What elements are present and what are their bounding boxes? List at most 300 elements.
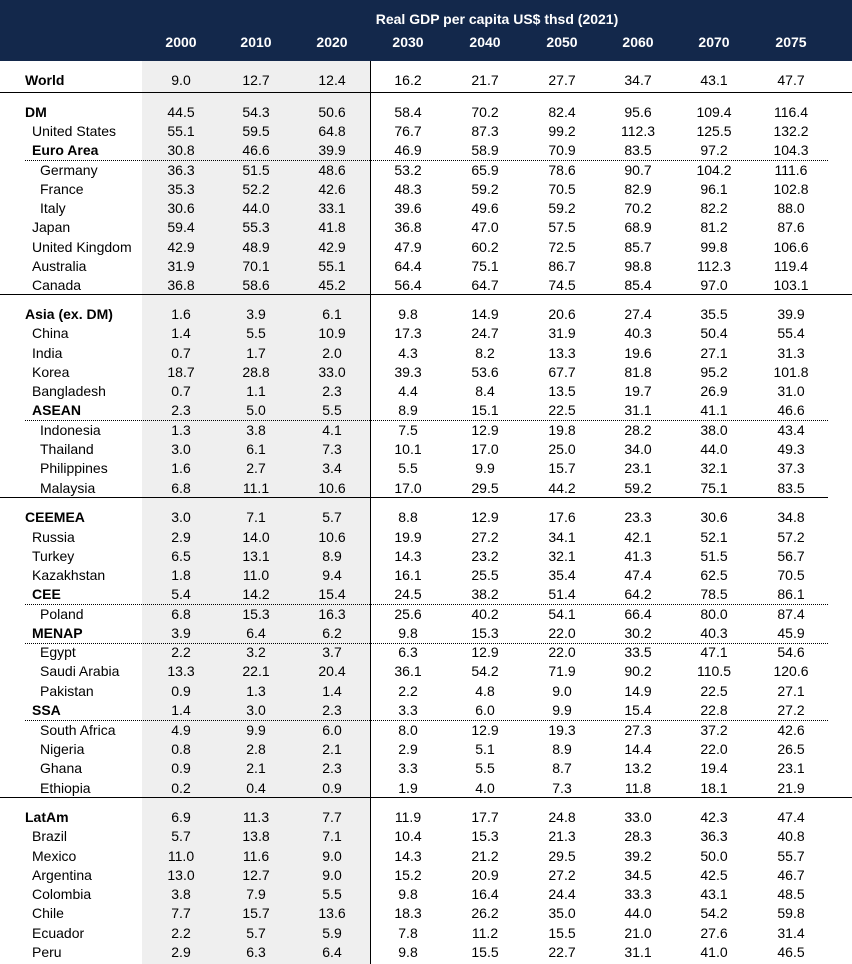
cell-value: 8.4 [475,383,495,399]
cell-value: 29.5 [471,480,499,496]
cell-value: 10.6 [318,529,346,545]
cell-value: 65.9 [471,162,499,178]
cell-value: 85.7 [624,239,652,255]
cell-value: 111.6 [774,162,808,178]
cell-value: 97.0 [700,277,728,293]
cell-value: 23.1 [777,760,805,776]
cell-value: 21.2 [471,848,499,864]
cell-value: 5.0 [246,402,266,418]
cell-value: 56.7 [777,548,805,564]
cell-value: 33.0 [624,809,652,825]
cell-value: 49.3 [777,441,805,457]
cell-value: 7.3 [552,780,572,796]
cell-value: 104.2 [696,162,732,178]
cell-value: 44.5 [167,104,195,120]
row-label: Poland [40,606,84,622]
cell-value: 87.4 [777,606,805,622]
cell-value: 66.4 [624,606,652,622]
cell-value: 3.0 [171,441,191,457]
cell-value: 99.2 [548,123,576,139]
cell-value: 14.2 [242,586,270,602]
cell-value: 2.9 [171,944,191,960]
cell-value: 12.7 [242,867,270,883]
cell-value: 15.2 [394,867,422,883]
cell-value: 50.4 [700,325,728,341]
cell-value: 75.1 [700,480,728,496]
cell-value: 14.3 [394,848,422,864]
table-row [0,238,852,257]
cell-value: 55.1 [318,258,346,274]
cell-value: 109.4 [696,104,732,120]
cell-value: 44.2 [548,480,576,496]
cell-value: 13.2 [624,760,652,776]
cell-value: 43.1 [700,72,728,88]
table-row [0,218,852,237]
row-label: Pakistan [40,683,94,699]
cell-value: 27.1 [777,683,805,699]
cell-value: 16.2 [394,72,422,88]
cell-value: 70.9 [548,142,576,158]
cell-value: 52.2 [242,181,270,197]
cell-value: 46.6 [242,142,270,158]
cell-value: 95.6 [624,104,652,120]
cell-value: 3.9 [246,306,266,322]
cell-value: 3.3 [398,760,418,776]
cell-value: 20.9 [471,867,499,883]
cell-value: 11.2 [471,925,499,941]
cell-value: 25.0 [548,441,576,457]
row-label: France [40,181,84,197]
cell-value: 72.5 [548,239,576,255]
cell-value: 47.9 [394,239,422,255]
cell-value: 29.5 [548,848,576,864]
cell-value: 49.6 [471,200,499,216]
cell-value: 13.6 [318,905,346,921]
cell-value: 78.6 [548,162,576,178]
cell-value: 37.3 [777,460,805,476]
row-label: Saudi Arabia [40,663,120,679]
cell-value: 9.9 [475,460,495,476]
cell-value: 104.3 [773,142,809,158]
cell-value: 41.1 [700,402,728,418]
table-row [0,401,852,420]
row-label: Kazakhstan [32,567,106,583]
cell-value: 47.1 [700,644,728,660]
cell-value: 67.7 [548,364,576,380]
table-row [0,71,852,90]
cell-value: 96.1 [700,181,728,197]
table-row [0,740,852,759]
cell-value: 8.9 [552,741,572,757]
cell-value: 14.9 [471,306,499,322]
section-divider [0,797,852,798]
cell-value: 11.9 [394,809,422,825]
table-row [0,847,852,866]
cell-value: 24.4 [548,886,576,902]
cell-value: 2.9 [398,741,418,757]
cell-value: 33.0 [318,364,346,380]
cell-value: 1.9 [398,780,418,796]
table-row [0,421,852,440]
cell-value: 1.7 [246,345,266,361]
cell-value: 19.7 [624,383,652,399]
year-header-2070: 2070 [698,34,730,50]
cell-value: 7.3 [322,441,342,457]
cell-value: 102.8 [773,181,809,197]
cell-value: 64.7 [471,277,499,293]
cell-value: 60.2 [471,239,499,255]
cell-value: 42.3 [700,809,728,825]
cell-value: 16.1 [394,567,422,583]
cell-value: 13.3 [548,345,576,361]
cell-value: 8.9 [398,402,418,418]
cell-value: 43.1 [700,886,728,902]
cell-value: 85.4 [624,277,652,293]
row-label: Indonesia [40,422,101,438]
cell-value: 53.6 [471,364,499,380]
cell-value: 0.9 [322,780,342,796]
cell-value: 9.0 [552,683,572,699]
row-label: Ecuador [32,925,85,941]
cell-value: 54.6 [777,644,805,660]
cell-value: 15.4 [624,702,652,718]
row-label: Bangladesh [32,383,106,399]
cell-value: 2.3 [171,402,191,418]
table-row [0,682,852,701]
cell-value: 40.3 [700,625,728,641]
cell-value: 44.0 [700,441,728,457]
cell-value: 62.5 [700,567,728,583]
cell-value: 34.8 [777,509,805,525]
cell-value: 48.5 [777,886,805,902]
cell-value: 8.0 [398,722,418,738]
table-row [0,701,852,720]
cell-value: 15.1 [471,402,499,418]
cell-value: 15.7 [242,905,270,921]
cell-value: 9.8 [398,625,418,641]
cell-value: 88.0 [777,200,805,216]
cell-value: 1.4 [171,325,191,341]
table-row [0,344,852,363]
cell-value: 18.3 [394,905,422,921]
cell-value: 5.4 [171,586,191,602]
table-row [0,943,852,962]
cell-value: 3.9 [171,625,191,641]
table-row [0,440,852,459]
cell-value: 103.1 [773,277,809,293]
cell-value: 0.7 [171,383,191,399]
cell-value: 0.2 [171,780,191,796]
table-row [0,808,852,827]
cell-value: 10.4 [394,828,422,844]
cell-value: 39.3 [394,364,422,380]
cell-value: 5.5 [246,325,266,341]
subgroup-divider [25,720,828,721]
cell-value: 31.9 [548,325,576,341]
cell-value: 7.5 [398,422,418,438]
row-label: World [25,72,65,88]
cell-value: 56.4 [394,277,422,293]
cell-value: 33.5 [624,644,652,660]
cell-value: 1.4 [171,702,191,718]
cell-value: 25.6 [394,606,422,622]
cell-value: 7.8 [398,925,418,941]
row-label: Ghana [40,760,83,776]
cell-value: 8.7 [552,760,572,776]
cell-value: 9.8 [398,944,418,960]
cell-value: 42.9 [167,239,195,255]
cell-value: 4.3 [398,345,418,361]
cell-value: 13.8 [242,828,270,844]
cell-value: 25.5 [471,567,499,583]
cell-value: 5.9 [322,925,342,941]
cell-value: 22.7 [548,944,576,960]
table-row [0,566,852,585]
cell-value: 3.7 [322,644,342,660]
cell-value: 0.8 [171,741,191,757]
row-label: Ethiopia [40,780,91,796]
cell-value: 3.4 [322,460,342,476]
cell-value: 87.6 [777,219,805,235]
cell-value: 22.8 [700,702,728,718]
row-label: SSA [32,702,61,718]
cell-value: 18.7 [167,364,195,380]
cell-value: 19.3 [548,722,576,738]
cell-value: 31.4 [777,925,805,941]
cell-value: 39.9 [318,142,346,158]
cell-value: 6.1 [246,441,266,457]
cell-value: 27.6 [700,925,728,941]
row-label: Mexico [32,848,77,864]
row-label: Russia [32,529,75,545]
section-divider [0,294,852,295]
cell-value: 64.2 [624,586,652,602]
row-label: Japan [32,219,71,235]
cell-value: 39.2 [624,848,652,864]
cell-value: 8.8 [398,509,418,525]
cell-value: 21.3 [548,828,576,844]
cell-value: 59.4 [167,219,195,235]
cell-value: 11.6 [242,848,270,864]
cell-value: 112.3 [621,123,655,139]
cell-value: 46.5 [777,944,805,960]
cell-value: 68.9 [624,219,652,235]
row-label: Australia [32,258,87,274]
cell-value: 31.3 [777,345,805,361]
section-divider [0,92,852,93]
cell-value: 39.9 [777,306,805,322]
cell-value: 16.3 [318,606,346,622]
table-row [0,141,852,160]
cell-value: 15.5 [548,925,576,941]
cell-value: 10.6 [318,480,346,496]
cell-value: 2.7 [246,460,266,476]
year-header-2060: 2060 [622,34,654,50]
cell-value: 11.3 [242,809,270,825]
cell-value: 64.8 [318,123,346,139]
table-row [0,605,852,624]
cell-value: 4.8 [475,683,495,699]
year-header-2000: 2000 [165,34,197,50]
cell-value: 2.3 [322,383,342,399]
cell-value: 54.2 [471,663,499,679]
year-header-2050: 2050 [546,34,578,50]
cell-value: 70.2 [471,104,499,120]
cell-value: 34.1 [548,529,576,545]
cell-value: 86.1 [777,586,805,602]
cell-value: 4.4 [398,383,418,399]
cell-value: 95.2 [700,364,728,380]
cell-value: 6.4 [322,944,342,960]
table-row [0,779,852,798]
table-row [0,827,852,846]
row-label: CEE [32,586,61,602]
cell-value: 2.9 [171,529,191,545]
cell-value: 97.2 [700,142,728,158]
row-label: Italy [40,200,66,216]
cell-value: 27.3 [624,722,652,738]
row-label: Colombia [32,886,92,902]
cell-value: 6.0 [322,722,342,738]
cell-value: 9.0 [322,848,342,864]
cell-value: 24.7 [471,325,499,341]
cell-value: 42.9 [318,239,346,255]
row-label: Nigeria [40,741,85,757]
table-row [0,528,852,547]
row-label: Philippines [40,460,108,476]
table-row [0,904,852,923]
cell-value: 17.3 [394,325,422,341]
cell-value: 15.7 [548,460,576,476]
cell-value: 5.7 [246,925,266,941]
cell-value: 6.8 [171,480,191,496]
cell-value: 47.7 [777,72,805,88]
cell-value: 83.5 [624,142,652,158]
cell-value: 70.5 [548,181,576,197]
year-header-2075: 2075 [775,34,807,50]
cell-value: 2.2 [171,925,191,941]
cell-value: 16.4 [471,886,499,902]
cell-value: 28.3 [624,828,652,844]
cell-value: 82.4 [548,104,576,120]
cell-value: 30.2 [624,625,652,641]
cell-value: 12.9 [471,509,499,525]
cell-value: 27.1 [700,345,728,361]
cell-value: 15.4 [318,586,346,602]
table-row [0,866,852,885]
cell-value: 48.3 [394,181,422,197]
cell-value: 43.4 [777,422,805,438]
cell-value: 13.1 [242,548,270,564]
cell-value: 31.1 [624,944,652,960]
cell-value: 50.0 [700,848,728,864]
cell-value: 26.2 [471,905,499,921]
cell-value: 45.9 [777,625,805,641]
cell-value: 12.9 [471,722,499,738]
cell-value: 6.1 [322,306,342,322]
cell-value: 7.1 [322,828,342,844]
cell-value: 2.1 [322,741,342,757]
row-label: United Kingdom [32,239,132,255]
cell-value: 12.9 [471,644,499,660]
row-label: DM [25,104,47,120]
row-label: Brazil [32,828,68,844]
cell-value: 9.8 [398,886,418,902]
table-row [0,885,852,904]
cell-value: 47.0 [471,219,499,235]
cell-value: 22.5 [548,402,576,418]
cell-value: 5.5 [475,760,495,776]
cell-value: 15.3 [471,828,499,844]
row-label: LatAm [25,809,69,825]
cell-value: 2.3 [322,760,342,776]
cell-value: 59.2 [548,200,576,216]
cell-value: 46.9 [394,142,422,158]
cell-value: 125.5 [696,123,732,139]
cell-value: 98.8 [624,258,652,274]
table-row [0,759,852,778]
cell-value: 58.6 [242,277,270,293]
cell-value: 24.5 [394,586,422,602]
table-row [0,363,852,382]
cell-value: 59.2 [624,480,652,496]
row-label: Germany [40,162,98,178]
table-row [0,643,852,662]
cell-value: 42.6 [318,181,346,197]
cell-value: 31.9 [167,258,195,274]
cell-value: 80.0 [700,606,728,622]
cell-value: 3.8 [246,422,266,438]
cell-value: 48.6 [318,162,346,178]
cell-value: 6.2 [322,625,342,641]
row-label: Argentina [32,867,92,883]
cell-value: 15.3 [471,625,499,641]
cell-value: 47.4 [777,809,805,825]
cell-value: 21.9 [777,780,805,796]
cell-value: 26.9 [700,383,728,399]
cell-value: 19.4 [700,760,728,776]
cell-value: 21.0 [624,925,652,941]
cell-value: 6.8 [171,606,191,622]
cell-value: 99.8 [700,239,728,255]
cell-value: 42.1 [624,529,652,545]
cell-value: 35.3 [167,181,195,197]
table-row [0,547,852,566]
row-label: Peru [32,944,62,960]
cell-value: 27.4 [624,306,652,322]
cell-value: 58.4 [394,104,422,120]
row-label: Korea [32,364,70,380]
cell-value: 38.0 [700,422,728,438]
cell-value: 41.8 [318,219,346,235]
cell-value: 23.2 [471,548,499,564]
year-header-2020: 2020 [316,34,348,50]
cell-value: 82.9 [624,181,652,197]
row-label: CEEMEA [25,509,85,525]
cell-value: 3.2 [246,644,266,660]
cell-value: 11.0 [167,848,195,864]
cell-value: 59.5 [242,123,270,139]
cell-value: 13.0 [167,867,195,883]
table-row [0,103,852,122]
cell-value: 36.1 [394,663,422,679]
table-row [0,924,852,943]
cell-value: 75.1 [471,258,499,274]
cell-value: 116.4 [774,104,808,120]
cell-value: 35.4 [548,567,576,583]
cell-value: 7.7 [171,905,191,921]
table-row [0,161,852,180]
